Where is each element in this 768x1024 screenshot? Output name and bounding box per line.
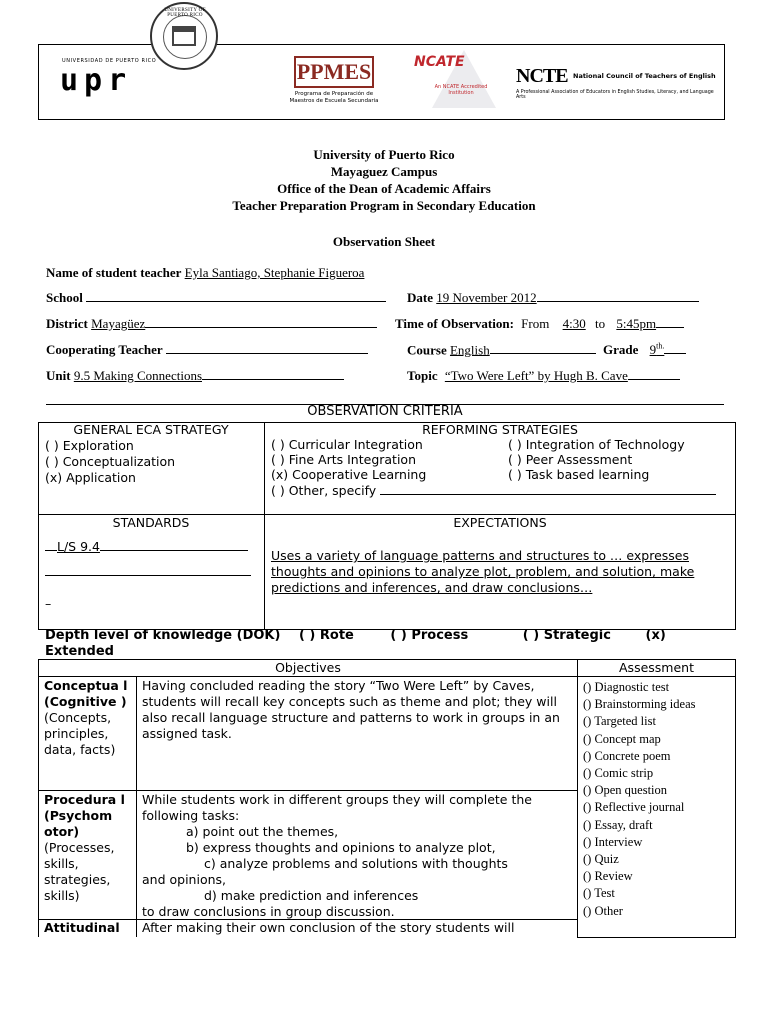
district-value: Mayagüez: [91, 316, 146, 331]
expectations-header: EXPECTATIONS: [453, 515, 547, 530]
assessment-quiz: () Quiz: [583, 852, 619, 867]
procedural-d: d) make prediction and inferences: [204, 888, 419, 903]
student-teacher-label: Name of student teacher: [46, 265, 182, 280]
dok-label: Depth level of knowledge (DOK): [45, 628, 281, 643]
expectations-text: Uses a variety of language patterns and structures to … expresses thoughts and opinions to analyze plot, problem, and solution, make predictions and inferences, and draw conclusions…: [271, 548, 695, 595]
procedural-a: a) point out the themes,: [186, 824, 339, 839]
dok-process: ( ) Process: [390, 628, 469, 643]
district-label: District: [46, 316, 88, 331]
assessment-essay: () Essay, draft: [583, 817, 653, 832]
procedural-cell: [44, 792, 132, 904]
course-value: English: [449, 342, 490, 358]
conceptual-title: Conceptua l (Cognitive ): [44, 678, 128, 709]
procedural-b: b) express thoughts and opinions to analyze plot,: [186, 840, 496, 855]
procedural-d2: to draw conclusions in group discussion.: [142, 904, 395, 919]
reform-technology: ( ) Integration of Technology: [508, 437, 685, 452]
ppmes-caption: Programa de Preparación de Maestros de Escuela Secundaria: [289, 91, 379, 104]
reform-peer: ( ) Peer Assessment: [508, 452, 633, 468]
assessment-concept-map: () Concept map: [583, 731, 661, 746]
title-campus: Mayaguez Campus: [330, 164, 438, 179]
title-office: Office of the Dean of Academic Affairs: [277, 181, 491, 196]
eca-application: (x) Application: [45, 470, 136, 485]
dok-extended: Extended: [45, 644, 114, 659]
cooperating-teacher-row: [46, 342, 368, 358]
ncte-subtitle: A Professional Association of Educators in English Studies, Literacy, and Language Arts: [516, 90, 714, 100]
assessment-brainstorming: () Brainstorming ideas: [583, 697, 696, 712]
assessment-diagnostic: () Diagnostic test: [583, 680, 670, 694]
reform-curricular: ( ) Curricular Integration: [271, 437, 423, 452]
ncte-full-name: National Council of Teachers of English: [573, 72, 716, 80]
school-row: [46, 290, 386, 306]
date-label: Date: [407, 290, 433, 305]
dok-rote: ( ) Rote: [298, 628, 354, 643]
procedural-c: c) analyze problems and solutions with thoughts: [204, 856, 508, 871]
reform-other: ( ) Other, specify: [271, 483, 716, 498]
assessment-list: [583, 679, 695, 920]
ncate-caption: An NCATE Accredited Institution: [434, 84, 488, 96]
assessment-review: () Review: [583, 869, 633, 884]
topic-value: “Two Were Left” by Hugh B. Cave: [444, 368, 628, 383]
assessment-test: () Test: [583, 886, 615, 901]
reform-fine-arts: ( ) Fine Arts Integration: [271, 452, 416, 468]
assessment-reflective-journal: () Reflective journal: [583, 800, 685, 815]
university-seal-logo: [150, 2, 218, 70]
objectives-header: Objectives: [275, 660, 341, 675]
time-from-value: 4:30: [562, 316, 586, 331]
eca-conceptualization: ( ) Conceptualization: [45, 454, 176, 469]
eca-list: [45, 438, 175, 486]
conceptual-text: Having concluded reading the story “Two Were Left” by Caves, students will recall key concepts such as theme and plot; they will also recall language structure and patterns to work in groups in an assigned task.: [142, 678, 560, 741]
time-row: [395, 316, 684, 332]
dok-strategic: ( ) Strategic: [522, 628, 611, 643]
time-to-value: 5:45pm: [616, 316, 657, 331]
school-field: [86, 290, 386, 302]
assessment-header: Assessment: [619, 660, 694, 675]
title-university: University of Puerto Rico: [313, 147, 455, 162]
ppmes-logo: PPMES: [294, 56, 374, 88]
reform-cooperative: (x) Cooperative Learning: [271, 467, 427, 483]
district-row: [46, 316, 377, 332]
standards-dash: –: [45, 596, 52, 611]
upr-logo: upr: [60, 63, 133, 98]
conceptual-desc: (Concepts, principles, data, facts): [44, 710, 116, 757]
ncte-logo: NCTE: [516, 65, 568, 87]
assessment-targeted-list: () Targeted list: [583, 714, 656, 729]
time-from-label: From: [521, 316, 550, 331]
attitudinal-title: Attitudinal: [44, 920, 120, 935]
assessment-open-question: () Open question: [583, 783, 668, 798]
assessment-concrete-poem: () Concrete poem: [583, 748, 671, 763]
dok-row: [45, 628, 735, 660]
assessment-comic-strip: () Comic strip: [583, 766, 654, 781]
reform-task: ( ) Task based learning: [508, 467, 650, 483]
time-label: Time of Observation:: [395, 316, 514, 331]
assessment-other: () Other: [583, 903, 623, 918]
eca-header: GENERAL ECA STRATEGY: [73, 422, 229, 437]
seal-text: UNIVERSITY OF PUERTO RICO: [164, 8, 206, 18]
procedural-c2: and opinions,: [142, 872, 226, 887]
unit-value: 9.5 Making Connections: [73, 368, 202, 383]
header-logo-box: [38, 44, 725, 120]
assessment-interview: () Interview: [583, 834, 643, 849]
unit-row: [46, 368, 344, 384]
student-teacher-row: [46, 265, 364, 281]
criteria-title: OBSERVATION CRITERIA: [307, 404, 463, 419]
student-teacher-value: Eyla Santiago, Stephanie Figueroa: [184, 265, 365, 280]
cooperating-teacher-field: [166, 342, 368, 354]
standard-value: L/S 9.4: [57, 539, 100, 554]
objectives-table: [38, 659, 736, 937]
standards-header: STANDARDS: [112, 515, 190, 530]
procedural-desc: (Processes, skills, strategies, skills): [44, 840, 115, 903]
cooperating-teacher-label: Cooperating Teacher: [46, 342, 163, 357]
standards-value-row: [45, 539, 248, 555]
topic-label: Topic: [407, 368, 438, 383]
procedural-text: [142, 792, 572, 920]
unit-label: Unit: [46, 368, 71, 383]
time-to-label: to: [594, 316, 606, 331]
date-value: 19 November 2012: [436, 290, 537, 305]
reform-right-list: [508, 437, 685, 483]
attitudinal-text: After making their own conclusion of the story students will: [142, 920, 515, 935]
eca-exploration: ( ) Exploration: [45, 438, 134, 453]
upr-small-text: UNIVERSIDAD DE PUERTO RICO: [62, 58, 157, 64]
grade-label: Grade: [602, 342, 639, 358]
procedural-title: Procedura l (Psychom otor): [44, 792, 125, 839]
reform-header: REFORMING STRATEGIES: [422, 422, 578, 437]
conceptual-cell: [44, 678, 132, 758]
sheet-title: Observation Sheet: [332, 234, 436, 249]
title-program: Teacher Preparation Program in Secondary Education: [232, 198, 536, 213]
ncate-logo: NCATE: [414, 54, 465, 70]
course-label: Course: [407, 342, 447, 358]
topic-row: [407, 368, 680, 384]
dok-extended-mark: (x): [645, 628, 666, 643]
standards-blank-line: [45, 575, 251, 576]
grade-value: $9^{th.}$: [649, 342, 665, 358]
date-row: [407, 290, 699, 306]
procedural-intro: While students work in different groups they will complete the following tasks:: [142, 792, 532, 823]
course-row: [407, 342, 686, 358]
school-label: School: [46, 290, 83, 305]
